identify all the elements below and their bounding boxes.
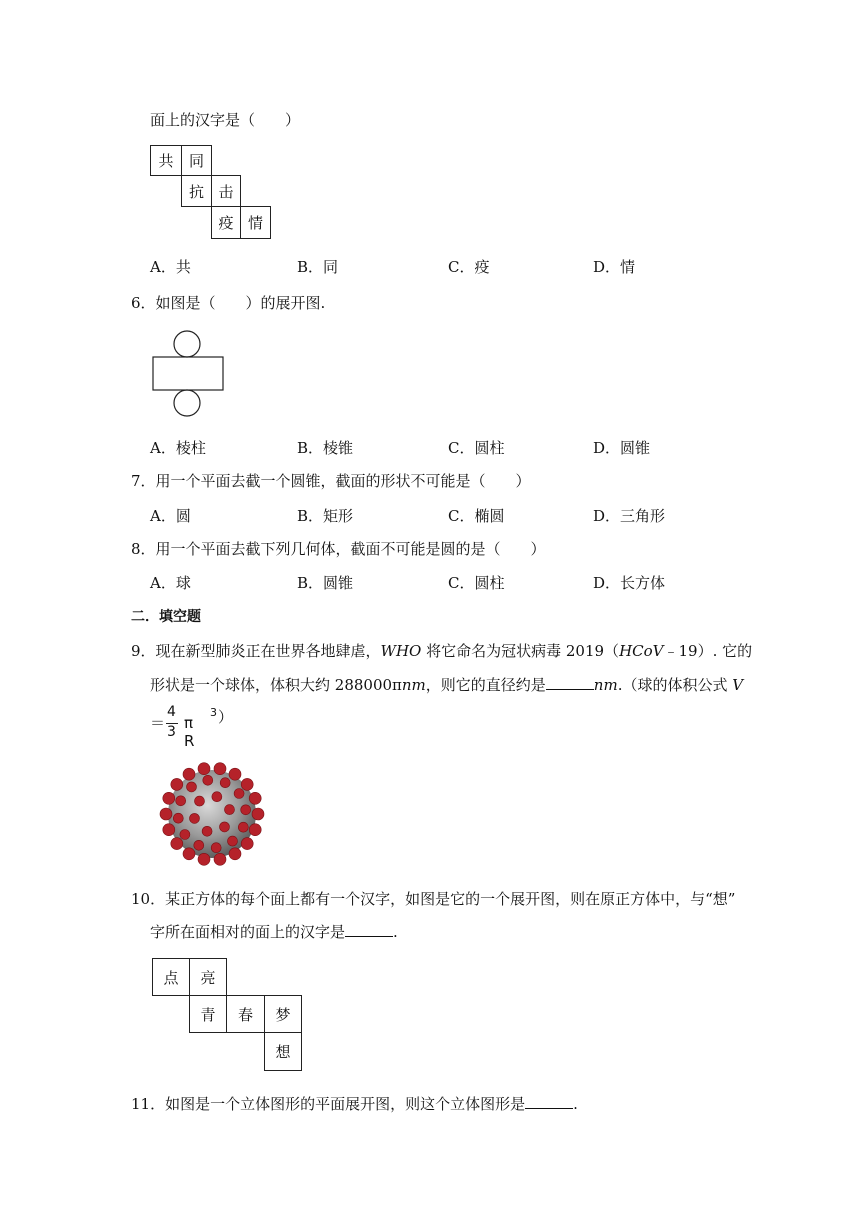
spike (163, 824, 175, 836)
spike (238, 822, 248, 832)
q7-text: 7．用一个平面去截一个圆锥，截面的形状不可能是（ ） (131, 472, 531, 490)
side-rectangle (153, 357, 223, 390)
cylinder-net-figure (148, 328, 230, 420)
spike (220, 778, 230, 788)
spike (241, 805, 251, 815)
q6-option-b: B．棱锥 (297, 439, 354, 457)
spike (249, 792, 261, 804)
net-cell: 点 (152, 958, 190, 996)
spike (229, 768, 241, 780)
net-cell: 亮 (189, 958, 227, 996)
q7-option-d: D．三角形 (593, 507, 666, 525)
top-circle (174, 331, 200, 357)
section-heading: 二．填空题 (131, 609, 201, 625)
spike (171, 778, 183, 790)
q9-line-2 (150, 675, 743, 695)
bottom-circle (174, 390, 200, 416)
q7-option-b: B．矩形 (297, 507, 354, 525)
q9-text: ，则它的直径约是 (425, 676, 546, 694)
q5-option-b: B．同 (297, 258, 339, 276)
q10-line-1: 10．某正方体的每个面上都有一个汉字，如图是它的一个展开图，则在原正方体中，与“想” (131, 890, 736, 908)
formula-pi-r: π R (184, 714, 195, 750)
spike (194, 840, 204, 850)
q5-text: 面上的汉字是（ ） (150, 111, 301, 129)
q9-text: ﹣19）. 它的 (663, 642, 753, 660)
q11-stem: 11．如图是一个立体图形的平面展开图，则这个立体图形是 (131, 1095, 526, 1113)
net-cell: 抗 (181, 175, 212, 207)
q8-option-a: A．球 (150, 574, 191, 592)
q6-text: 6．如图是（ ）的展开图. (131, 294, 326, 312)
spike (195, 796, 205, 806)
q8-option-d: D．长方体 (593, 574, 666, 592)
q10-text: 字所在面相对的面上的汉字是 (150, 923, 346, 941)
net-cell: 春 (226, 995, 265, 1033)
q9-text: 9．现在新型肺炎正在世界各地肆虐， (131, 642, 381, 660)
q11-answer-blank[interactable] (525, 1094, 573, 1109)
net-cell: 想 (264, 1032, 302, 1071)
q7-option-a: A．圆 (150, 507, 191, 525)
q8-text: 8．用一个平面去截下列几何体，截面不可能是圆的是（ ） (131, 540, 546, 558)
net-cell: 疫 (211, 206, 241, 239)
q8-option-c: C．圆柱 (448, 574, 505, 592)
net-cell: 情 (240, 206, 271, 239)
q5-option-d: D．情 (593, 258, 636, 276)
q6-option-a: A．棱柱 (150, 439, 206, 457)
formula-equals: ＝ (150, 714, 166, 732)
spike (220, 822, 230, 832)
net-cell: 青 (189, 995, 227, 1033)
coronavirus-image (150, 752, 274, 876)
q11-end: . (573, 1095, 578, 1113)
spike (173, 813, 183, 823)
q9-text: .（球的体积公式 (617, 676, 733, 694)
q9-answer-blank[interactable] (546, 675, 594, 690)
spike (183, 768, 195, 780)
spike (160, 808, 172, 820)
q8-option-b: B．圆锥 (297, 574, 354, 592)
spike (180, 830, 190, 840)
q9-hcov: HCoV (619, 642, 664, 660)
q5-option-c: C．疫 (448, 258, 490, 276)
spike (241, 838, 253, 850)
spike (187, 782, 197, 792)
spike (214, 763, 226, 775)
q10-line-2 (150, 922, 398, 942)
q6-option-d: D．圆锥 (593, 439, 651, 457)
spike (252, 808, 264, 820)
formula-exponent: 3 (210, 706, 217, 719)
formula-numerator: 4 (167, 704, 176, 720)
q9-line-1 (131, 641, 752, 661)
spike (176, 796, 186, 806)
formula-close: ） (218, 708, 234, 726)
q9-v: V (732, 676, 744, 694)
spike (183, 848, 195, 860)
spike (241, 778, 253, 790)
q10-answer-blank[interactable] (345, 922, 393, 937)
q9-text: 形状是一个球体，体积大约 288000π (150, 676, 402, 694)
q9-text: 将它命名为冠状病毒 2019（ (421, 642, 620, 660)
spike (214, 853, 226, 865)
spike (234, 789, 244, 799)
net-cell: 共 (150, 145, 182, 176)
q10-text: . (393, 923, 398, 941)
q11-text (131, 1094, 578, 1114)
spike (228, 836, 238, 846)
q7-option-c: C．椭圆 (448, 507, 505, 525)
spike (163, 792, 175, 804)
q6-option-c: C．圆柱 (448, 439, 505, 457)
spike (198, 763, 210, 775)
q9-unit: nm (401, 676, 426, 694)
spike (249, 824, 261, 836)
spike (211, 843, 221, 853)
formula-denominator: 3 (167, 724, 176, 740)
q9-who: WHO (380, 642, 422, 660)
spike (198, 853, 210, 865)
spike (203, 775, 213, 785)
spike (171, 838, 183, 850)
spike (212, 792, 222, 802)
spike (202, 826, 212, 836)
net-cell: 梦 (264, 995, 302, 1033)
spike (190, 813, 200, 823)
net-cell: 同 (181, 145, 212, 176)
spike (229, 848, 241, 860)
q9-unit: nm (593, 676, 618, 694)
q5-option-a: A．共 (150, 258, 191, 276)
spike (225, 805, 235, 815)
net-cell: 击 (211, 175, 241, 207)
